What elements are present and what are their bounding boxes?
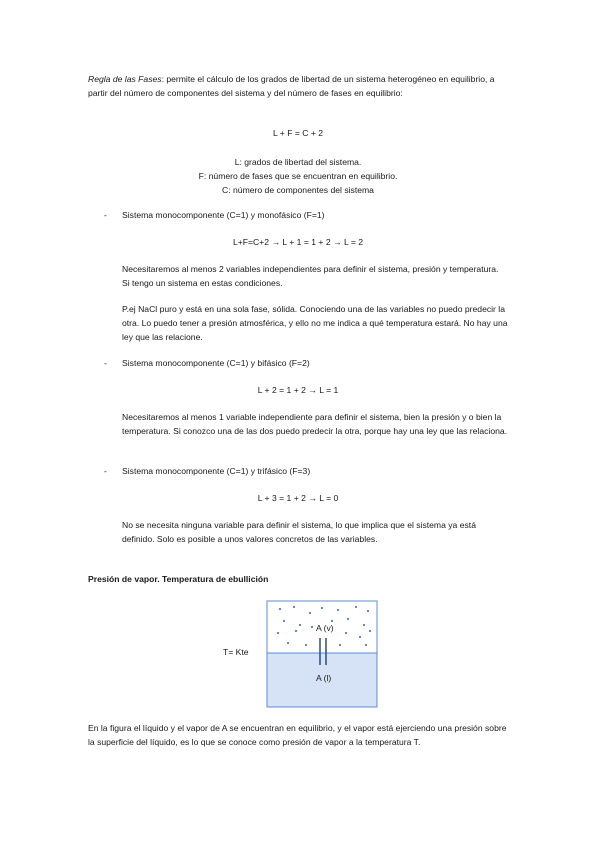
definition-c: C: número de componentes del sistema — [222, 185, 374, 195]
vapor-molecule-dot — [309, 612, 311, 614]
vapor-molecule-dot — [311, 626, 313, 628]
vapor-molecule-dot — [345, 632, 347, 634]
case2-bullet — [0, 356, 599, 370]
vapor-molecule-dot — [365, 644, 367, 646]
vapor-molecule-dot — [331, 620, 333, 622]
intro-paragraph — [88, 72, 508, 100]
vapor-molecule-dot — [347, 618, 349, 620]
vapor-molecule-dot — [339, 644, 341, 646]
bullet-marker: - — [104, 210, 107, 220]
vapor-molecule-dot — [355, 606, 357, 608]
intro-term: Regla de las Fases — [88, 74, 162, 84]
case3-title: Sistema monocomponente (C=1) y trifásico (F=3) — [122, 466, 311, 476]
case1-bullet — [0, 208, 599, 222]
case2-title: Sistema monocomponente (C=1) y bifásico (F=2) — [122, 358, 310, 368]
vapor-molecule-dot — [295, 630, 297, 632]
case1-title: Sistema monocomponente (C=1) y monofásico (F=1) — [122, 210, 325, 220]
section-caption: En la figura el líquido y el vapor de A se encuentran en equilibrio, y el vapor está ejerciendo una presión sobre la superficie del líquido, es lo que se conoce como presión de vapor a la temperatura T. — [88, 723, 507, 747]
vapor-molecule-dot — [367, 610, 369, 612]
case3-paragraph: No se necesita ninguna variable para definir el sistema, lo que implica que el sistema ya está definido. Solo es posible a unos valores concretos de las variables. — [122, 520, 476, 544]
vapor-molecule-dot — [279, 608, 281, 610]
phase-rule-formula: L + F = C + 2 — [272, 128, 324, 138]
bullet-marker: - — [104, 466, 107, 476]
case1-paragraph-1: Necesitaremos al menos 2 variables independientes para definir el sistema, presión y temperatura. Si tengo un sistema en estas condiciones. — [122, 264, 499, 288]
vapor-molecule-dot — [293, 606, 295, 608]
vapor-molecule-dot — [337, 609, 339, 611]
case1-equation: L+F=C+2 → L + 1 = 1 + 2 → L = 2 — [232, 237, 364, 247]
condition-label: T= Kte — [223, 647, 249, 657]
vapor-pressure-figure — [220, 599, 390, 711]
vapor-label: A (v) — [316, 623, 334, 633]
vapor-molecule-dot — [277, 632, 279, 634]
vapor-pressure-diagram — [220, 599, 390, 711]
vapor-molecule-dot — [305, 644, 307, 646]
vapor-molecule-dot — [287, 642, 289, 644]
vapor-molecule-dot — [299, 624, 301, 626]
vapor-molecule-dot — [359, 636, 361, 638]
vapor-molecule-dot — [363, 624, 365, 626]
case2-paragraph: Necesitaremos al menos 1 variable independiente para definir el sistema, bien la presión y o bien la temperatura. Si conozco una de las dos puedo predecir la otra, porque hay una ley que las relaciona. — [122, 412, 508, 436]
vapor-molecule-dot — [321, 607, 323, 609]
case1-paragraph-2: P.ej NaCl puro y está en una sola fase, sólida. Conociendo una de las variables no puedo predecir la otra. Lo puedo tener a presión atmosférica, y ello no me indica a qué temperatura estará. No hay una ley que las relacione. — [122, 304, 508, 342]
definition-l: L: grados de libertad del sistema. — [234, 157, 362, 167]
bullet-marker: - — [104, 358, 107, 368]
section-heading: Presión de vapor. Temperatura de ebullición — [88, 574, 269, 584]
intro-text: : permite el cálculo de los grados de libertad de un sistema heterogéneo en equilibrio, a partir del número de componentes del sistema y del número de fases en equilibrio: — [88, 74, 495, 98]
definition-f: F: número de fases que se encuentran en equilibrio. — [198, 171, 398, 181]
case3-equation: L + 3 = 1 + 2 → L = 0 — [257, 493, 339, 503]
vapor-molecule-dot — [369, 630, 371, 632]
vapor-molecule-dot — [283, 620, 285, 622]
case3-bullet — [0, 464, 599, 478]
liquid-label: A (l) — [316, 673, 332, 683]
case2-equation: L + 2 = 1 + 2 → L = 1 — [257, 385, 339, 395]
